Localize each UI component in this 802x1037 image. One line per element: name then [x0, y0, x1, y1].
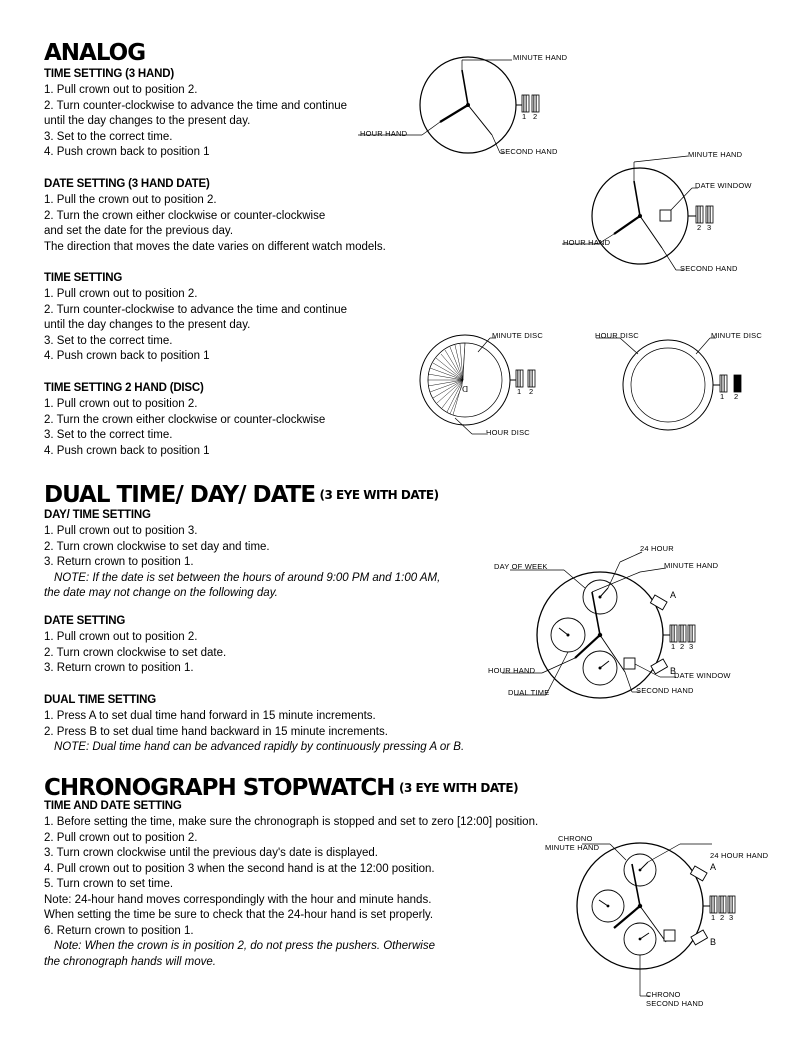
list-item: 2. Turn crown clockwise to set day and time. — [44, 540, 270, 553]
label-hour-hand: HOUR HAND — [488, 666, 536, 675]
note-line: NOTE: If the date is set between the hours of around 9:00 PM and 1:00 AM, — [54, 571, 441, 584]
label-hour-hand: HOUR HAND — [360, 129, 408, 138]
dualtime-heading: DUAL TIME/ DAY/ DATE — [44, 482, 316, 508]
list-item: 5. Turn crown to set time. — [44, 878, 174, 890]
list-item: 2. Turn the crown either clockwise or counter-clockwise — [44, 209, 326, 222]
label-position-2: 2 — [720, 913, 725, 922]
list-item: 4. Push crown back to position 1 — [44, 146, 210, 158]
label-position-3: 3 — [689, 642, 694, 651]
label-position-2: 2 — [533, 112, 538, 121]
analog-group-3 — [44, 272, 347, 365]
list-item: 1. Press A to set dual time hand forward in 15 minute increments. — [44, 710, 376, 722]
list-item: Note: 24-hour hand moves correspondingly with the hour and minute hands. — [44, 893, 432, 906]
label-second-hand: SECOND HAND — [636, 686, 694, 695]
section-analog-title — [44, 40, 145, 66]
label-button-b: B — [670, 666, 677, 676]
list-item: 3. Set to the correct time. — [44, 334, 173, 347]
list-item: 3. Turn crown clockwise until the previous day's date is displayed. — [44, 847, 378, 859]
list-item: 6. Return crown to position 1. — [44, 924, 194, 937]
list-item: 4. Push crown back to position 1 — [44, 444, 210, 457]
group-heading: DAY/ TIME SETTING — [44, 509, 151, 521]
label-chrono-second-line2: SECOND HAND — [646, 999, 704, 1008]
diagram-3hand — [360, 50, 590, 165]
label-button-a: A — [670, 590, 677, 600]
list-item: 2. Pull crown out to position 2. — [44, 831, 198, 844]
note-line: Note: When the crown is in position 2, do not press the pushers. Otherwise — [54, 940, 435, 952]
list-item: 2. Turn crown clockwise to set date. — [44, 646, 227, 659]
svg-text:ᗡ: ᗡ — [462, 385, 469, 394]
list-item: 3. Return crown to position 1. — [44, 556, 194, 568]
label-minute-disc: MINUTE DISC — [492, 331, 543, 340]
label-position-1: 1 — [711, 913, 716, 922]
group-heading: TIME SETTING 2 HAND (DISC) — [44, 382, 204, 394]
label-second-hand: SECOND HAND — [500, 147, 558, 156]
list-item: 4. Pull crown out to position 3 when the second hand is at the 12:00 position. — [44, 862, 435, 875]
label-button-b: B — [710, 937, 717, 947]
label-hour-hand: HOUR HAND — [563, 238, 611, 247]
label-date-window: DATE WINDOW — [674, 671, 731, 680]
group-heading: TIME SETTING — [44, 272, 123, 284]
list-item: 2. Turn counter-clockwise to advance the time and continue — [44, 303, 348, 316]
label-position-3: 3 — [729, 913, 734, 922]
list-item: 3. Set to the correct time. — [44, 429, 173, 441]
note-line: the date may not change on the following day. — [44, 587, 278, 599]
list-item: 1. Pull crown out to position 2. — [44, 84, 198, 96]
diagram-disc-left — [400, 330, 570, 450]
analog-group-2 — [44, 178, 386, 255]
list-item: 3. Return crown to position 1. — [44, 662, 194, 674]
group-heading: DATE SETTING — [44, 615, 126, 627]
label-button-a: A — [710, 862, 717, 872]
label-chrono-second-line1: CHRONO — [646, 990, 681, 999]
list-item: and set the date for the previous day. — [44, 225, 234, 237]
note-line: NOTE: Dual time hand can be advanced rapidly by continuously pressing A or B. — [54, 741, 465, 753]
label-second-hand: SECOND HAND — [680, 264, 738, 273]
group-heading: DATE SETTING (3 HAND DATE) — [44, 178, 210, 190]
section-chrono-title — [44, 775, 518, 801]
list-item: 1. Pull the crown out to position 2. — [44, 194, 217, 206]
list-item: 1. Pull crown out to position 3. — [44, 525, 198, 537]
dualtime-group-3 — [44, 694, 464, 756]
analog-group-4 — [44, 382, 325, 459]
group-heading: DUAL TIME SETTING — [44, 694, 157, 706]
group-heading: TIME AND DATE SETTING — [44, 800, 182, 812]
label-position-1: 1 — [522, 112, 527, 121]
label-minute-hand: MINUTE HAND — [513, 53, 568, 62]
list-item: 1. Pull crown out to position 2. — [44, 398, 198, 410]
label-day-of-week: DAY OF WEEK — [494, 562, 548, 571]
label-24-hour-hand: 24 HOUR HAND — [710, 851, 769, 860]
dualtime-group-2 — [44, 615, 226, 677]
list-item: until the day changes to the present day. — [44, 115, 251, 127]
group-heading: TIME SETTING (3 HAND) — [44, 68, 174, 80]
list-item: 1. Before setting the time, make sure the chronograph is stopped and set to zero [12:00] position. — [44, 816, 539, 828]
chrono-heading-suffix: (3 EYE WITH DATE) — [398, 781, 519, 795]
label-dual-time: DUAL TIME — [508, 688, 550, 697]
list-item: 2. Turn counter-clockwise to advance the time and continue — [44, 99, 348, 112]
diagram-3hand-date — [563, 148, 790, 288]
diagram-chronograph — [540, 834, 790, 1018]
label-hour-disc: HOUR DISC — [486, 428, 530, 437]
label-position-2: 2 — [734, 392, 739, 401]
list-item: 2. Press B to set dual time hand backward in 15 minute increments. — [44, 725, 388, 738]
label-position-2: 2 — [697, 223, 702, 232]
label-position-1: 1 — [671, 642, 676, 651]
list-item: until the day changes to the present day. — [44, 319, 251, 331]
note-line: the chronograph hands will move. — [44, 955, 216, 968]
list-item: 1. Pull crown out to position 2. — [44, 288, 198, 300]
chrono-group-1 — [44, 800, 574, 970]
label-minute-disc: MINUTE DISC — [711, 331, 762, 340]
label-date-window: DATE WINDOW — [695, 181, 752, 190]
diagram-disc-right — [595, 330, 778, 440]
list-item: 4. Push crown back to position 1 — [44, 350, 210, 362]
label-hour-disc: HOUR DISC — [595, 331, 639, 340]
label-minute-hand: MINUTE HAND — [688, 150, 743, 159]
label-position-1: 1 — [517, 387, 522, 396]
analog-group-1 — [44, 68, 347, 161]
list-item: 3. Set to the correct time. — [44, 130, 173, 143]
diagram-3eye-date — [480, 540, 770, 720]
label-minute-hand: MINUTE HAND — [664, 561, 719, 570]
label-position-1: 1 — [720, 392, 725, 401]
dualtime-group-1 — [44, 509, 440, 602]
label-position-2: 2 — [529, 387, 534, 396]
label-24-hour: 24 HOUR — [640, 544, 674, 553]
list-item: The direction that moves the date varies on different watch models. — [44, 240, 386, 253]
label-chrono-minute-line2: MINUTE HAND — [545, 843, 600, 852]
list-item: When setting the time be sure to check that the 24-hour hand is set properly. — [44, 909, 434, 921]
dualtime-heading-suffix: (3 EYE WITH DATE) — [319, 488, 439, 502]
list-item: 1. Pull crown out to position 2. — [44, 631, 198, 643]
label-position-3: 3 — [707, 223, 712, 232]
label-position-2: 2 — [680, 642, 685, 651]
analog-heading: ANALOG — [44, 40, 146, 66]
label-chrono-minute-line1: CHRONO — [558, 834, 593, 843]
section-dualtime-title — [44, 482, 439, 508]
list-item: 2. Turn the crown either clockwise or counter-clockwise — [44, 413, 326, 426]
chrono-heading: CHRONOGRAPH STOPWATCH — [44, 775, 395, 801]
